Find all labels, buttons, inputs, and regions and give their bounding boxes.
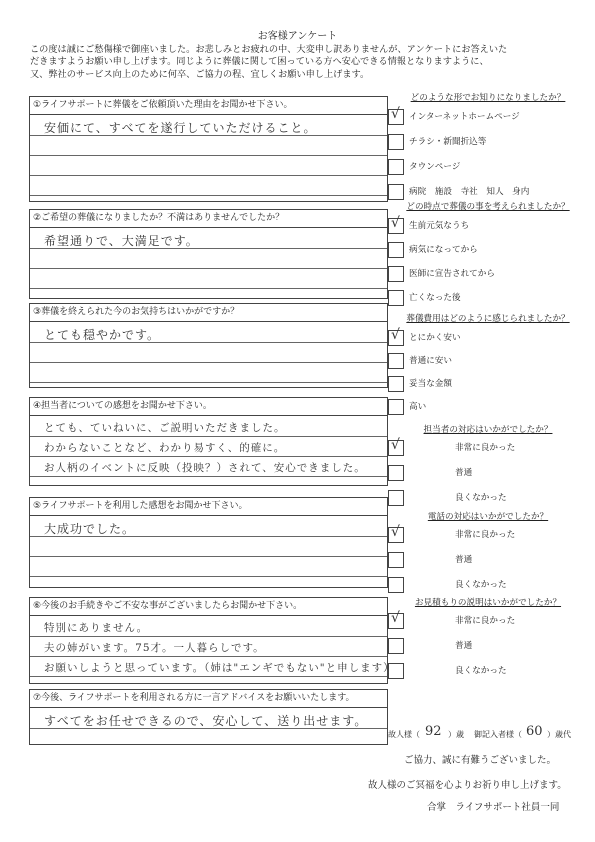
checkbox[interactable]: [388, 437, 404, 456]
intro-text: [30, 44, 578, 81]
answer-line: [30, 656, 387, 657]
question-label: ⑤ライフサポートを利用した感想をお聞かせ下さい。: [30, 498, 387, 516]
handwritten-answer: 大成功でした。: [44, 522, 136, 536]
writer-age-value: 60: [526, 724, 543, 739]
survey-option-label: 普通: [455, 468, 473, 478]
answer-line: [30, 155, 387, 156]
intro-line: だきますようお願い申し上げます。同じように葬儀に関して困っている方へ安心できる情報となりますように、: [30, 56, 489, 68]
survey-option-label: 良くなかった: [455, 580, 507, 590]
check-mark-icon: √: [391, 610, 400, 626]
checkbox[interactable]: [388, 552, 404, 568]
closing-signature: 合掌 ライフサポート社員一同: [427, 802, 560, 813]
handwritten-answer: わからないことなど、わかり易すく、的確に。: [44, 442, 286, 454]
deceased-age-value: 92: [425, 724, 442, 739]
question-box-2: [29, 209, 388, 299]
survey-option-label: 良くなかった: [455, 493, 507, 503]
survey-option-label: タウンページ: [409, 162, 461, 172]
writer-age-unit: ）歳代: [547, 730, 571, 739]
survey-option-label: チラシ・新聞折込等: [409, 137, 487, 147]
handwritten-answer: 希望通りで、大満足です。: [44, 234, 199, 248]
writer-age-label: 御記入者様（: [474, 730, 522, 739]
checkbox[interactable]: [388, 638, 404, 654]
survey-question-title: お見積もりの説明はいかがでしたか？: [414, 598, 562, 608]
closing-thanks: ご協力、誠に有難うございました。: [404, 755, 557, 766]
answer-line: [30, 382, 387, 383]
handwritten-answer: すべてをお任せできるので、安心して、送り出せます。: [44, 714, 368, 728]
check-mark-icon: √: [391, 524, 400, 540]
question-box-6: [29, 597, 395, 684]
checkbox[interactable]: [388, 663, 404, 679]
survey-option-label: 病院 施設 寺社 知人 身内: [409, 187, 530, 197]
survey-question-title: どの時点で葬儀の事を考えられましたか？: [406, 202, 570, 212]
checkbox[interactable]: [388, 184, 404, 200]
handwritten-answer: お人柄のイベントに反映（投映？）されて、安心できました。: [44, 462, 366, 474]
survey-option-label: 医師に宣告されてから: [409, 269, 495, 279]
question-label: ②ご希望の葬儀になりましたか？不満はありませんでしたか？: [30, 210, 387, 228]
deceased-age-unit: ）歳: [448, 730, 464, 739]
answer-line: [30, 636, 387, 637]
answer-line: [30, 175, 387, 176]
question-label: ④担当者についての感想をお聞かせ下さい。: [30, 398, 387, 416]
question-box-3: [29, 303, 388, 388]
handwritten-answer: 特別にありません。: [44, 622, 149, 634]
survey-option-label: 非常に良かった: [455, 443, 516, 453]
intro-line: 又、弊社のサービス向上のために何卒、ご協力の程、宜しくお願い申し上げます。: [30, 68, 370, 80]
survey-option-label: 妥当な金額: [409, 379, 452, 389]
survey-option-label: 病気になってから: [409, 245, 478, 255]
closing-condolence: 故人様のご冥福を心よりお祈り申し上げます。: [368, 780, 567, 791]
checkbox[interactable]: [388, 353, 404, 369]
checkbox[interactable]: [388, 399, 404, 415]
handwritten-answer: 夫の姉がいます。75才。一人暮らしです。: [44, 642, 265, 654]
answer-line: [30, 288, 387, 289]
survey-option-label: とにかく安い: [409, 333, 461, 343]
survey-question-title: どのような形でお知りになりましたか？: [410, 93, 566, 103]
survey-option-label: 普通: [455, 641, 473, 651]
checkbox[interactable]: [388, 159, 404, 175]
handwritten-answer: 安価にて、すべてを遂行していただけること。: [44, 121, 317, 135]
handwritten-answer: お願いしようと思っています。（姉は"エンギでもない"と申します）: [44, 662, 395, 674]
question-label: ⑦今後、ライフサポートを利用される方に一言アドバイスをお願いいたします。: [30, 690, 387, 708]
check-mark-icon: √: [391, 215, 400, 231]
survey-option-label: 非常に良かった: [455, 616, 516, 626]
checkbox[interactable]: [388, 610, 404, 629]
answer-line: [30, 576, 387, 577]
survey-title: お客様アンケート: [257, 31, 338, 42]
checkbox[interactable]: [388, 327, 404, 346]
check-mark-icon: √: [391, 106, 400, 122]
intro-line: この度は誠にご愁傷様で御座いました。お悲しみとお疲れの中、大変申し訳ありませんが、アンケートにお答えいた: [30, 44, 508, 55]
answer-line: [30, 362, 387, 363]
survey-option-label: 普通: [455, 555, 473, 565]
answer-line: [30, 268, 387, 269]
survey-option-label: 良くなかった: [455, 666, 507, 676]
survey-question-title: 担当者の対応はいかがでしたか？: [423, 425, 553, 435]
checkbox[interactable]: [388, 577, 404, 593]
answer-line: [30, 436, 387, 437]
survey-option-label: 普通に安い: [409, 356, 452, 366]
question-label: ①ライフサポートに葬儀をご依頼頂いた理由をお聞かせ下さい。: [30, 97, 387, 115]
answer-line: [30, 476, 387, 477]
check-mark-icon: √: [391, 437, 400, 453]
checkbox[interactable]: [388, 266, 404, 282]
checkbox[interactable]: [388, 215, 404, 234]
question-label: ⑥今後のお手続きやご不安な事がございましたらお聞かせ下さい。: [30, 598, 387, 616]
checkbox[interactable]: [388, 242, 404, 258]
checkbox[interactable]: [388, 490, 404, 506]
deceased-age-label: 故人様（: [388, 730, 420, 739]
question-box-4: [29, 397, 388, 486]
checkbox[interactable]: [388, 134, 404, 150]
question-box-5: [29, 497, 388, 588]
question-label: ③葬儀を終えられた今のお気持ちはいかがですか？: [30, 304, 387, 322]
handwritten-answer: とても穏やかです。: [44, 328, 161, 342]
answer-line: [30, 456, 387, 457]
answer-line: [30, 195, 387, 196]
checkbox[interactable]: [388, 376, 404, 392]
check-mark-icon: √: [391, 327, 400, 343]
checkbox[interactable]: [388, 465, 404, 481]
survey-question-title: 葬儀費用はどのように感じられましたか？: [406, 314, 570, 324]
survey-option-label: 非常に良かった: [455, 530, 516, 540]
checkbox[interactable]: [388, 106, 404, 125]
question-box-7: [29, 689, 388, 745]
checkbox[interactable]: [388, 524, 404, 543]
answer-line: [30, 676, 387, 677]
handwritten-answer: とても、ていねいに、ご説明いただきました。: [44, 422, 286, 434]
survey-question-title: 電話の対応はいかがでしたか？: [427, 512, 549, 522]
question-box-1: [29, 96, 388, 202]
survey-option-label: インターネットホームページ: [409, 112, 520, 122]
answer-line: [30, 556, 387, 557]
checkbox[interactable]: [388, 290, 404, 306]
survey-option-label: 高い: [409, 402, 427, 412]
survey-option-label: 生前元気なうち: [409, 221, 470, 231]
survey-option-label: 亡くなった後: [409, 293, 461, 303]
